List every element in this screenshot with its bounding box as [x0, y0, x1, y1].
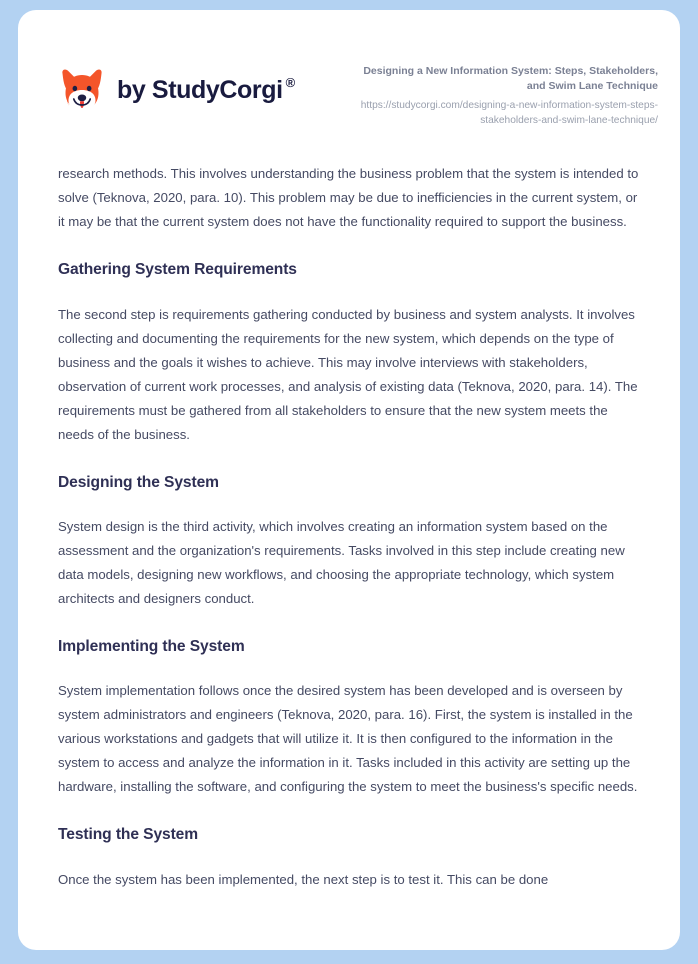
article-section — [58, 473, 640, 611]
brand-name-text: by StudyCorgi — [117, 75, 283, 104]
article-section — [58, 825, 640, 891]
section-heading: Designing the System — [58, 473, 219, 491]
brand-lockup — [58, 62, 295, 114]
article-section — [58, 260, 640, 446]
intro-paragraph: research methods. This involves understanding the business problem that the system is intended to solve (Teknova, 2020, para. 10). This problem may be due to inefficiencies in the current system, or it may be that the current system does not have the functionality required to support the business. — [58, 166, 639, 230]
document-header — [18, 10, 680, 128]
article-section — [58, 637, 640, 799]
registered-trademark-icon: ® — [285, 74, 295, 90]
document-title: Designing a New Information System: Steps, Stakeholders, and Swim Lane Technique — [363, 65, 658, 92]
corgi-logo-icon — [58, 66, 106, 114]
section-heading: Gathering System Requirements — [58, 261, 297, 279]
brand-wordmark — [117, 74, 295, 104]
section-paragraph: System implementation follows once the desired system has been developed and is overseen by system administrators and engineers (Teknova, 2020, para. 16). First, the system is installed in the various workstations and gadgets that will utilize it. It is then configured to the information in the system to access and analyze the information in it. Tasks included in this activity are setting up the hardware, installing the software, and configuring the system to meet the business's specific needs. — [58, 683, 638, 795]
document-sheet — [18, 10, 680, 950]
section-heading: Testing the System — [58, 826, 199, 844]
section-paragraph: System design is the third activity, which involves creating an information system based on the assessment and the organization's requirements. Tasks involved in this step include creating new data models, designing new workflows, and choosing the appropriate technology, which system architects and designers conduct. — [58, 519, 625, 607]
document-url[interactable]: https://studycorgi.com/designing-a-new-information-system-steps-stakeholders-and-swim-lane-technique/ — [360, 99, 658, 126]
article-body — [18, 128, 680, 891]
section-paragraph: The second step is requirements gathering conducted by business and system analysts. It involves collecting and documenting the requirements for the new system, which depends on the type of business and the goals it wishes to achieve. This may involve interviews with stakeholders, observation of current work processes, and analysis of existing data (Teknova, 2020, para. 14). The requirements must be gathered from all stakeholders to ensure that the new system meets the needs of the business. — [58, 306, 638, 442]
section-paragraph: Once the system has been implemented, the next step is to test it. This can be done — [58, 871, 549, 887]
document-meta — [358, 62, 658, 128]
section-heading: Implementing the System — [58, 638, 245, 656]
